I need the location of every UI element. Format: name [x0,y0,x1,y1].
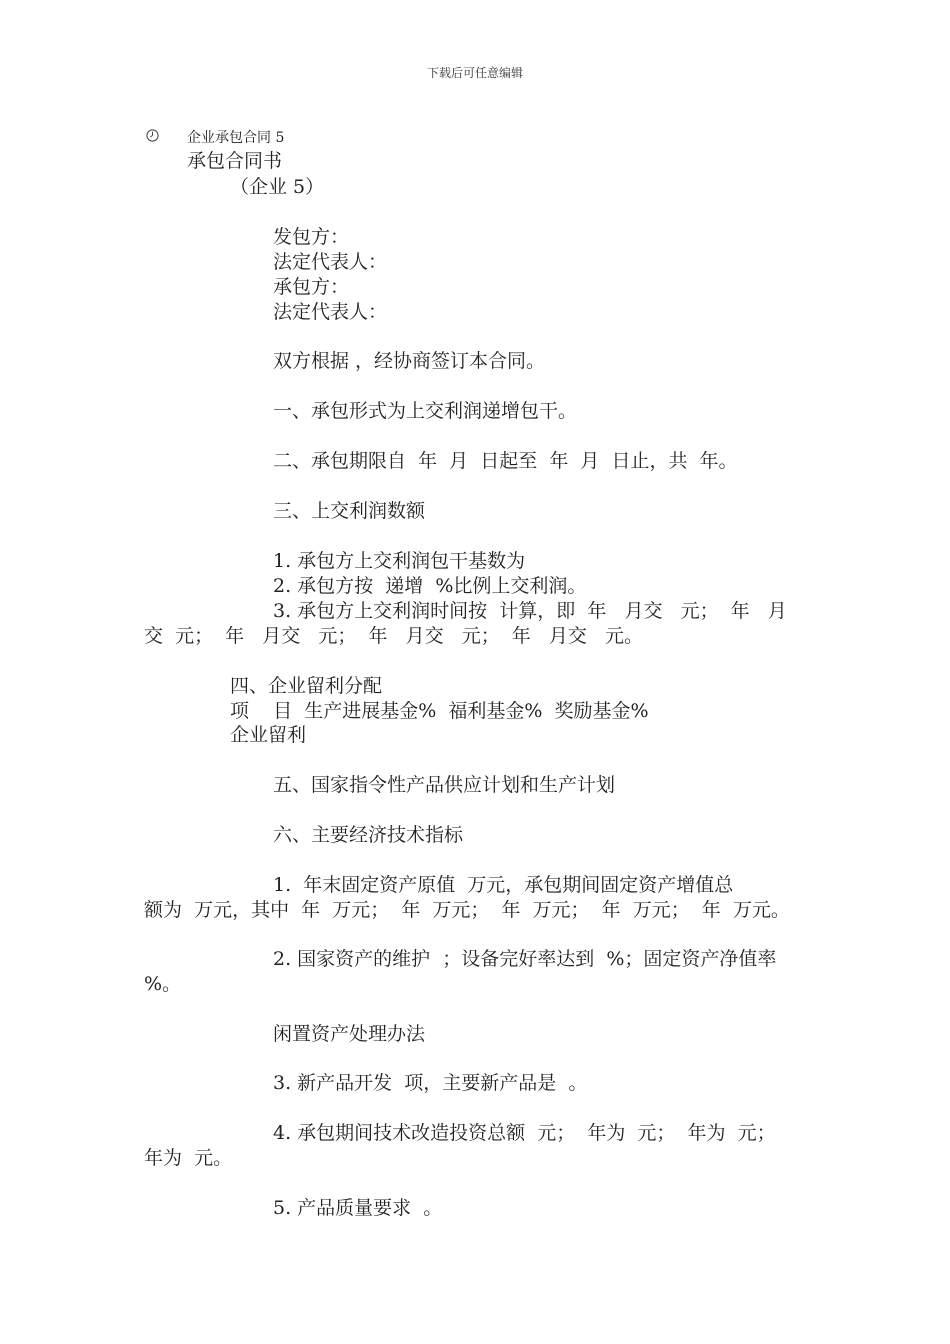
party-employer: 发包方： [273,226,350,248]
section-6-item-3: 3. 新产品开发 项，主要新产品是 。 [273,1072,588,1094]
intro-paragraph: 双方根据 ，经协商签订本合同。 [273,350,546,372]
party-contractor-rep: 法定代表人： [273,301,388,323]
idle-assets-line: 闲置资产处理办法 [273,1023,426,1045]
section-2: 二、承包期限自 年 月 日起至 年 月 日止，共 年。 [273,450,738,472]
source-title: 企业承包合同 5 [187,130,285,146]
section-4-table-row: 企业留利 [230,724,307,746]
section-3-item-1: 1. 承包方上交利润包干基数为 [273,550,526,572]
section-3-item-3-line-1: 3. 承包方上交利润时间按 计算，即 年 月交 元； 年 月 [273,600,787,622]
document-title: 承包合同书 [187,150,283,172]
section-4-table-header: 项 目 生产进展基金% 福利基金% 奖励基金% [230,700,649,722]
section-3-item-2: 2. 承包方按 递增 %比例上交利润。 [273,575,587,597]
section-1: 一、承包形式为上交利润递增包干。 [273,400,578,422]
page-header-note: 下载后可任意编辑 [426,66,523,80]
section-6-item-5: 5. 产品质量要求 。 [273,1197,443,1219]
section-6-item-1-line-1: 1. 年末固定资产原值 万元，承包期间固定资产增值总 [273,874,734,896]
section-6-heading: 六、主要经济技术指标 [273,824,464,846]
section-3-heading: 三、上交利润数额 [273,500,426,522]
section-6-item-4-line-1: 4. 承包期间技术改造投资总额 元； 年为 元； 年为 元； [273,1122,776,1144]
section-3-item-3-line-2: 交 元； 年 月交 元； 年 月交 元； 年 月交 元。 [144,625,644,647]
section-6-item-4-line-2: 年为 元。 [144,1147,233,1169]
section-6-item-1-line-2: 额为 万元，其中 年 万元； 年 万元； 年 万元； 年 万元； 年 万元。 [144,899,790,921]
section-6-item-2-line-2: %。 [144,973,182,995]
section-5: 五、国家指令性产品供应计划和生产计划 [273,774,616,796]
party-contractor: 承包方： [273,276,350,298]
party-employer-rep: 法定代表人： [273,251,388,273]
clock-icon [146,129,159,142]
document-subtitle: （企业 5） [230,176,325,198]
section-6-item-2-line-1: 2. 国家资产的维护 ；设备完好率达到 %；固定资产净值率 [273,948,777,970]
section-4-heading: 四、企业留利分配 [230,675,383,697]
